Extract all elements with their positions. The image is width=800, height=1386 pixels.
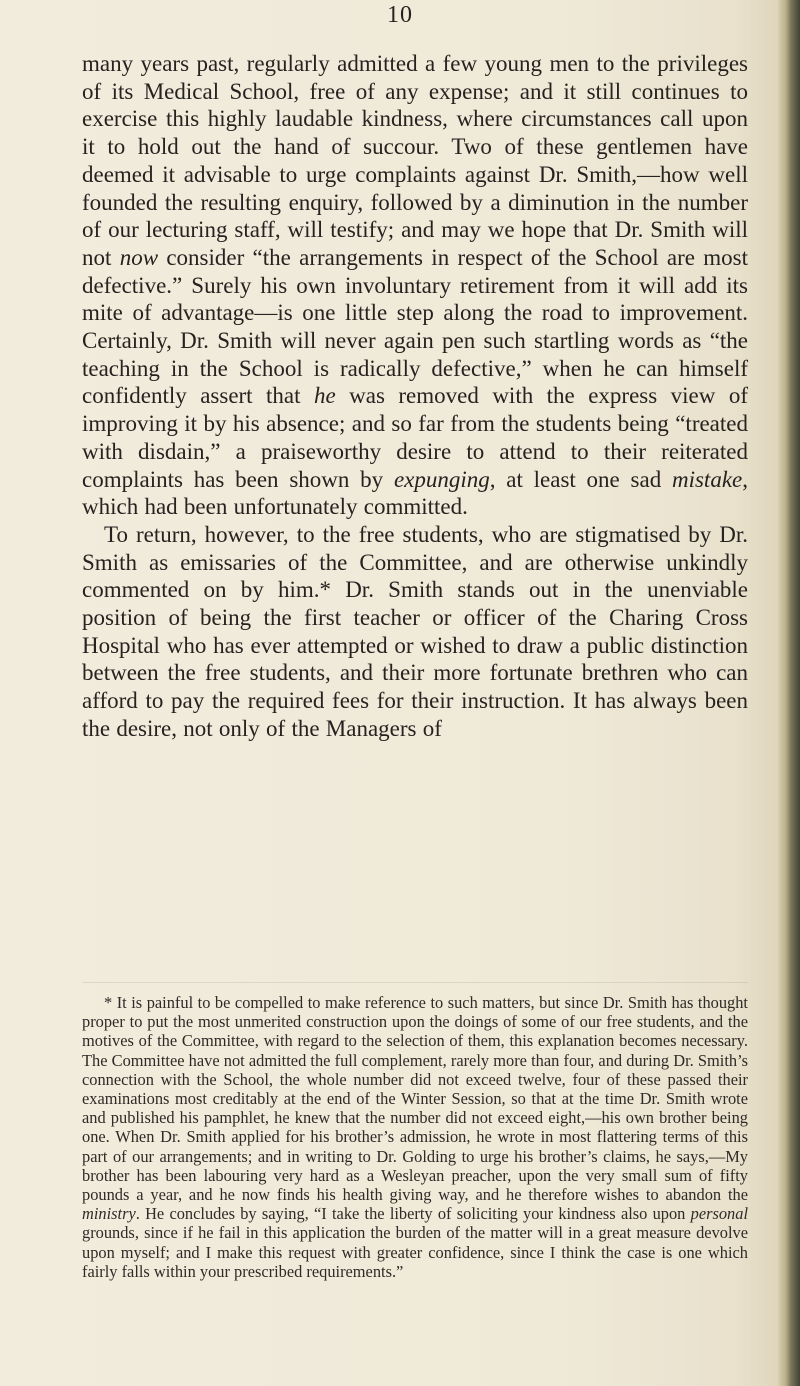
main-text	[82, 50, 748, 743]
paragraph-1-emphasis-expunging: expunging	[393, 466, 490, 492]
paragraph-1-text-d: , at least one sad	[489, 466, 672, 492]
paragraph-1	[82, 50, 748, 521]
paragraph-1-text-e: , which had been unfortunately committed.	[82, 466, 748, 520]
footnote	[82, 993, 748, 1281]
paragraph-1-text-c: was removed with the express view of improving it by his absence; and so far from the students being “treated with disdain,” a praiseworthy desire to attend to their reiterated complaints has been shown by	[82, 383, 748, 492]
footnote-text-c: grounds, since if he fail in this application the burden of the matter will in a great measure devolve upon myself; and I make this request with greater confidence, since I think the case is one which fairly falls within your prescribed requirements.”	[82, 1223, 748, 1281]
page-binding-edge	[778, 0, 800, 1386]
footnote-paragraph	[82, 993, 748, 1281]
paragraph-1-emphasis-he: he	[313, 383, 336, 409]
paragraph-1-text-b: consider “the arrangements in respect of the School are most defective.” Surely his own involuntary retirement from it will add its mite of advantage—is one little step along the road to improvement. Certainly, Dr. Smith will never again pen such startling words as “the teaching in the School is radically defective,” when he can himself confidently assert that	[82, 244, 749, 409]
paragraph-1-emphasis-mistake: mistake	[671, 466, 743, 492]
page-number: 10	[387, 2, 413, 28]
footnote-text-b: . He concludes by saying, “I take the liberty of soliciting your kindness also upon	[135, 1204, 691, 1224]
footnote-rule	[82, 982, 748, 983]
paragraph-2: To return, however, to the free students, who are stigmatised by Dr. Smith as emissaries of the Committee, and are otherwise unkindly commented on by him.* Dr. Smith stands out in the unenviable position of being the first teacher or officer of the Charing Cross Hospital who has ever attempted or wished to draw a public distinction between the free students, and their more fortunate brethren who can afford to pay the required fees for their instruction. It has always been the desire, not only of the Managers of	[82, 521, 748, 741]
paragraph-1-text-a: many years past, regularly admitted a few young men to the privileges of its Medical School, free of any expense; and it still continues to exercise this highly laudable kindness, where circumstances call upon it to hold out the hand of succour. Two of these gentlemen have deemed it advisable to urge complaints against Dr. Smith,—how well founded the resulting enquiry, followed by a diminution in the number of our lecturing staff, will testify; and may we hope that Dr. Smith will not	[82, 51, 748, 270]
paragraph-1-emphasis-now: now	[119, 244, 159, 270]
footnote-emphasis-ministry: ministry	[82, 1204, 136, 1224]
footnote-emphasis-personal: personal	[690, 1204, 748, 1224]
footnote-text-a: * It is painful to be compelled to make reference to such matters, but since Dr. Smith has thought proper to put the most unmerited construction upon the doings of some of our free students, and the motives of the Committee, with regard to the selection of them, this explanation becomes necessary. The Committee have not admitted the full complement, rarely more than four, and during Dr. Smith’s connection with the School, the whole number did not exceed twelve, four of these passed their examinations most creditably at the end of the Winter Session, so that at the time Dr. Smith wrote and published his pamphlet, he knew that the number did not exceed eight,—his own brother being one. When Dr. Smith applied for his brother’s admission, he wrote in most flattering terms of this part of our arrangements; and in writing to Dr. Golding to urge his brother’s claims, he says,—My brother has been labouring very hard as a Wesleyan preacher, upon the very small sum of fifty pounds a year, and he now finds his health giving way, and he therefore wishes to abandon the	[82, 993, 748, 1205]
